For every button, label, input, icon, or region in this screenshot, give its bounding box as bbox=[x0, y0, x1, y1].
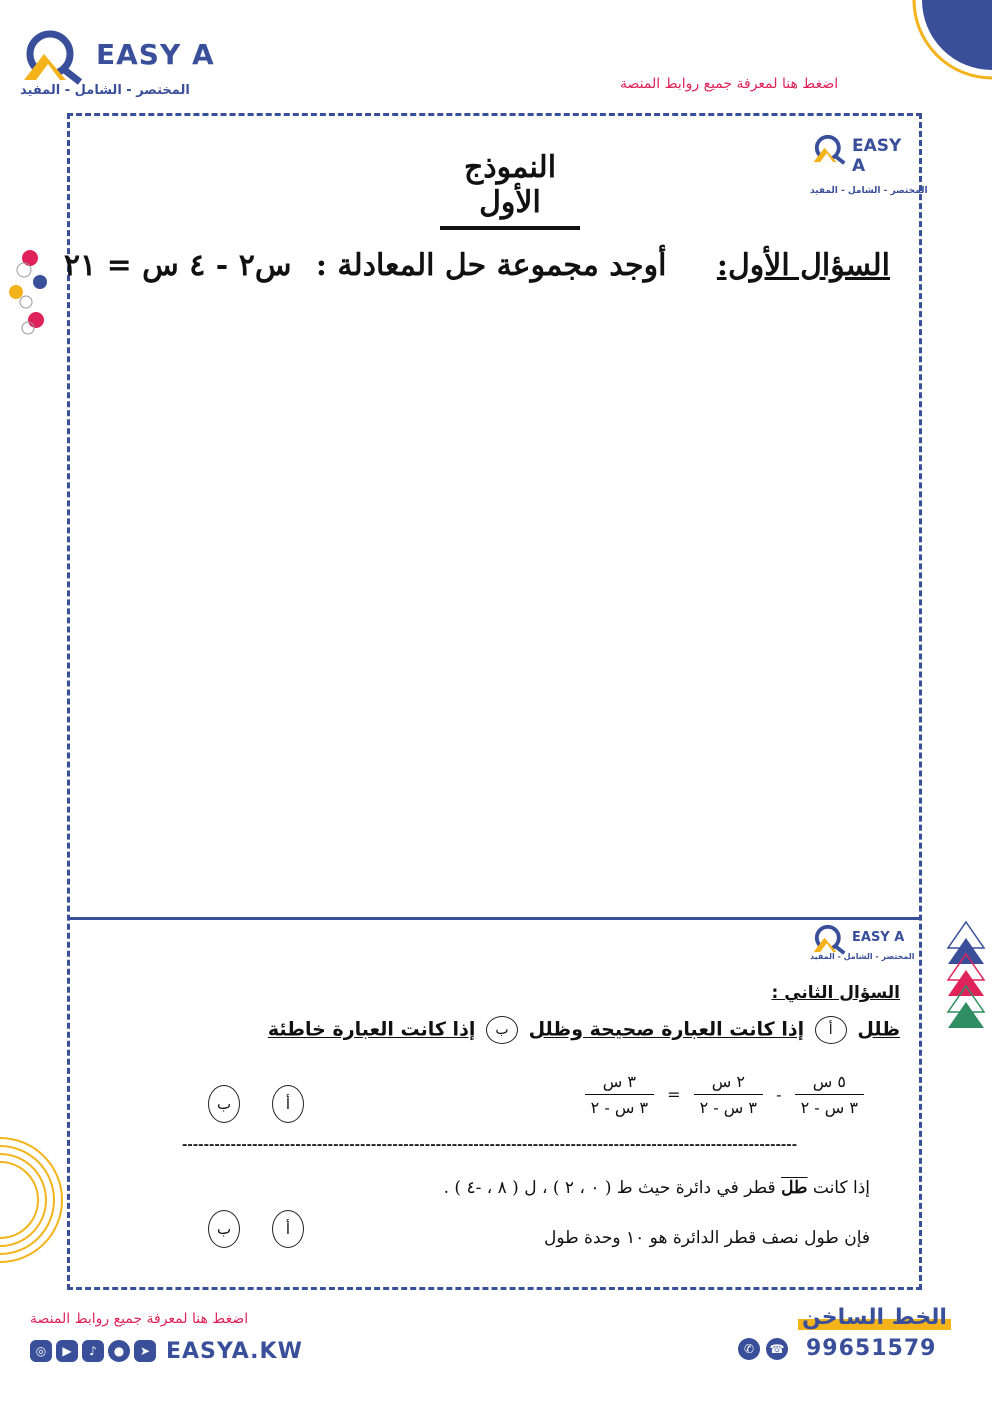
platform-links-link[interactable]: اضغط هنا لمعرفة جميع روابط المنصة bbox=[620, 76, 839, 92]
item-2-option-b[interactable]: ب bbox=[208, 1210, 240, 1248]
question-2-instructions bbox=[170, 1016, 900, 1044]
inner-logo-2 bbox=[808, 924, 918, 964]
dots-decoration bbox=[6, 248, 50, 340]
item-2-option-a[interactable]: أ bbox=[272, 1210, 304, 1248]
logo-name: EASY A bbox=[96, 38, 215, 71]
footer-links-link[interactable]: اضغط هنا لمعرفة جميع روابط المنصة bbox=[30, 1311, 249, 1327]
item-2-statement bbox=[420, 1178, 870, 1198]
question-1-label: السؤال الأول: bbox=[716, 248, 890, 283]
dashed-separator: ------------------------------------------------------------------------------------------------------------------ bbox=[182, 1138, 798, 1153]
triangles-decoration bbox=[946, 920, 986, 1030]
question-1-equation: س٢ - ٤ س = ٢١ bbox=[63, 248, 292, 283]
item-1-option-a[interactable]: أ bbox=[272, 1085, 304, 1123]
corner-decoration bbox=[902, 0, 992, 80]
item-2-text: قطر في دائرة حيث ط ( ٠ ، ٢ ) ، ل ( ٨ ، -٤ ) . bbox=[443, 1178, 776, 1198]
fraction-1-den: ٣ س - ٢ bbox=[795, 1094, 864, 1117]
inner-logo-tagline: المختصر - الشامل - المفيد bbox=[810, 186, 928, 196]
minus-sign: - bbox=[776, 1085, 782, 1104]
inner-logo-name: EASY A bbox=[852, 930, 905, 945]
tiktok-icon[interactable]: ♪ bbox=[82, 1340, 104, 1362]
logo-mark-icon bbox=[14, 30, 94, 86]
fraction-2-num: ٢ س bbox=[711, 1072, 745, 1091]
fraction-2 bbox=[694, 1072, 763, 1117]
fraction-3 bbox=[585, 1072, 654, 1117]
option-a-marker: أ bbox=[815, 1016, 847, 1044]
item-2-pre: إذا كانت bbox=[812, 1178, 870, 1198]
item-1-option-b[interactable]: ب bbox=[208, 1085, 240, 1123]
phone-icon[interactable]: ☎ bbox=[766, 1338, 788, 1360]
logo-tagline: المختصر - الشامل - المفيد bbox=[20, 83, 190, 98]
social-links bbox=[30, 1338, 303, 1364]
inner-logo-tagline: المختصر - الشامل - المفيد bbox=[810, 952, 915, 961]
instr-false: إذا كانت العبارة خاطئة bbox=[267, 1018, 476, 1041]
fraction-1-num: ٥ س bbox=[812, 1072, 846, 1091]
item-2-segment: طل bbox=[781, 1178, 808, 1198]
site-handle[interactable]: EASYA.KW bbox=[166, 1338, 303, 1364]
youtube-icon[interactable]: ▶ bbox=[56, 1340, 78, 1362]
phone-number[interactable]: 99651579 bbox=[806, 1336, 937, 1361]
item-1-equation bbox=[590, 1072, 870, 1117]
question-1 bbox=[63, 248, 890, 283]
instagram-icon[interactable]: ◎ bbox=[30, 1340, 52, 1362]
whatsapp-icon[interactable]: ✆ bbox=[738, 1338, 760, 1360]
snapchat-icon[interactable]: ● bbox=[108, 1340, 130, 1362]
fraction-3-num: ٣ س bbox=[602, 1072, 636, 1091]
equals-sign: = bbox=[667, 1085, 681, 1104]
section-divider bbox=[70, 917, 920, 920]
model-title: النموذج الأول bbox=[440, 150, 580, 230]
telegram-icon[interactable]: ➤ bbox=[134, 1340, 156, 1362]
fraction-3-den: ٣ س - ٢ bbox=[585, 1094, 654, 1117]
inner-logo-name: EASY A bbox=[852, 136, 902, 176]
fraction-2-den: ٣ س - ٢ bbox=[694, 1094, 763, 1117]
question-1-text: أوجد مجموعة حل المعادلة : bbox=[315, 248, 667, 283]
fraction-1 bbox=[795, 1072, 864, 1117]
phone-row bbox=[738, 1336, 936, 1361]
option-b-marker: ب bbox=[486, 1016, 518, 1044]
item-2-claim: فإن طول نصف قطر الدائرة هو ١٠ وحدة طول bbox=[543, 1228, 870, 1248]
inner-logo bbox=[808, 128, 928, 208]
hotline-label: الخط الساخن bbox=[798, 1305, 951, 1330]
logo-mark-icon bbox=[808, 128, 852, 172]
instr-shade: ظلل bbox=[857, 1018, 900, 1041]
instr-true: إذا كانت العبارة صحيحة وظلل bbox=[528, 1018, 805, 1041]
question-2-label: السؤال الثاني : bbox=[771, 983, 900, 1003]
rings-decoration bbox=[0, 1130, 70, 1270]
